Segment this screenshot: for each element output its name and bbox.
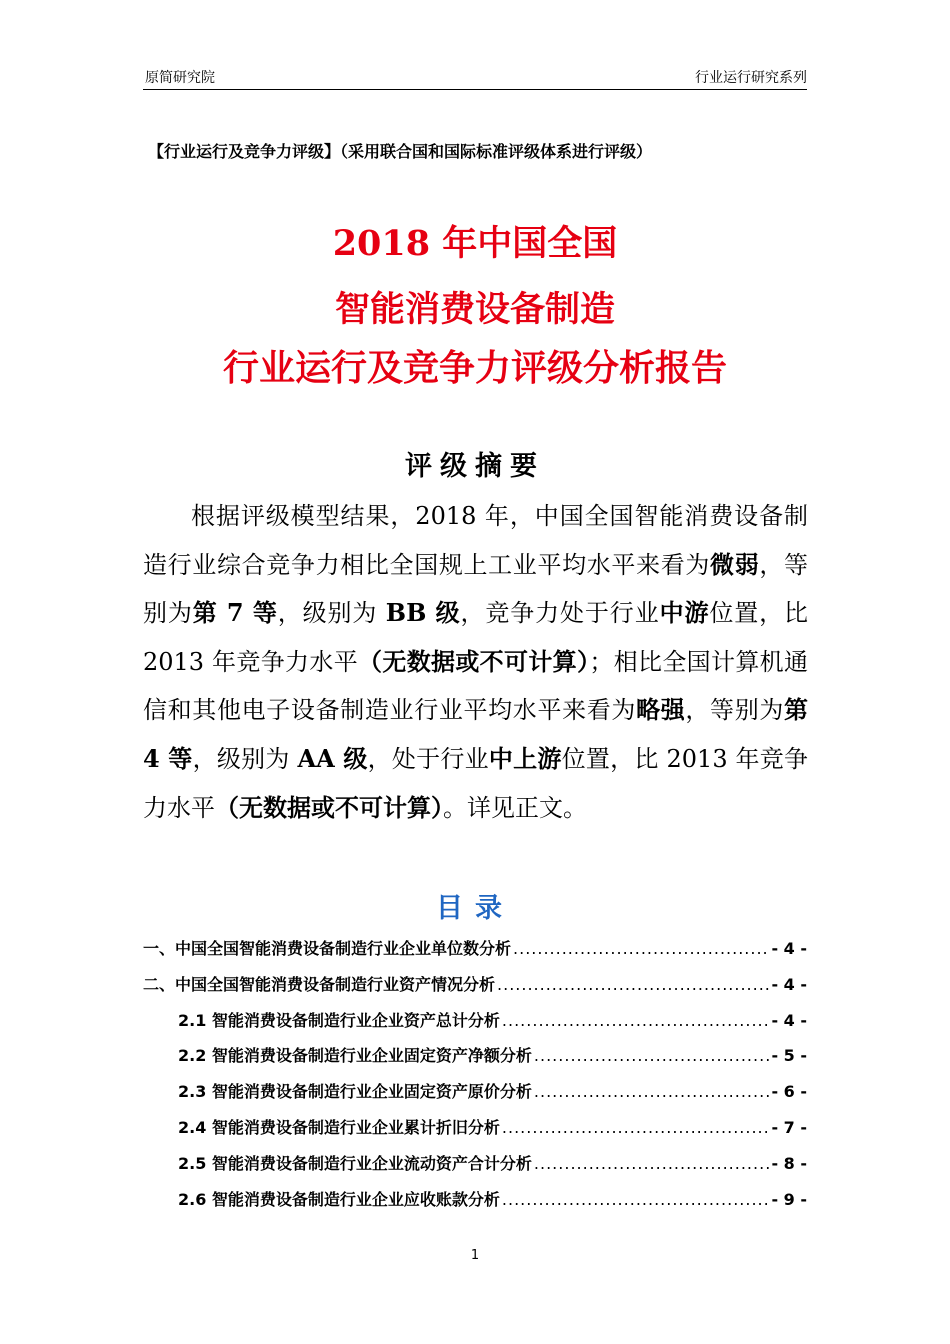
toc-entry-page: - 4 - [771, 939, 807, 958]
toc-entry-page: - 7 - [771, 1117, 807, 1137]
summary-highlight: BB 级 [385, 598, 461, 628]
toc-entry-page: - 9 - [771, 1189, 807, 1209]
summary-text: 位置，比 2013 年竞争力水平 [143, 599, 809, 676]
summary-text: 位置，比 2013 年竞争力水平 [143, 744, 808, 822]
toc-entry-text: 2.1 智能消费设备制造行业企业资产总计分析 [178, 1010, 500, 1030]
toc-subentry[interactable] [143, 1043, 807, 1079]
summary-highlight: （无数据或不可计算） [358, 646, 590, 676]
table-of-contents [143, 936, 807, 1222]
toc-entry-text: 2.5 智能消费设备制造行业企业流动资产合计分析 [178, 1153, 532, 1173]
toc-dot-leader [534, 1046, 770, 1065]
toc-entry-text: 二、中国全国智能消费设备制造行业资产情况分析 [143, 974, 496, 994]
toc-entry-page: - 8 - [771, 1153, 807, 1173]
summary-highlight: 第 4 等 [143, 695, 809, 773]
summary-text: 。详见正文。 [443, 793, 587, 822]
summary-highlight: AA 级 [297, 743, 368, 773]
toc-entry-text: 2.2 智能消费设备制造行业企业固定资产净额分析 [178, 1046, 532, 1066]
toc-dot-leader [534, 1154, 770, 1173]
toc-entry-text: 一、中国全国智能消费设备制造行业企业单位数分析 [143, 939, 512, 958]
toc-subentry[interactable] [143, 1079, 807, 1115]
toc-dot-leader [497, 975, 769, 994]
report-title-line-1: 2018 年中国全国 [332, 223, 618, 264]
toc-entry-text: 2.4 智能消费设备制造行业企业累计折旧分析 [178, 1117, 500, 1137]
toc-entry-text: 2.3 智能消费设备制造行业企业固定资产原价分析 [178, 1082, 532, 1102]
summary-text: ，级别为 [277, 599, 386, 628]
toc-subentry[interactable] [143, 1187, 807, 1223]
page-number: 1 [470, 1248, 480, 1263]
summary-text: ，等别为 [685, 696, 785, 725]
toc-subentry[interactable] [143, 1151, 807, 1187]
summary-highlight: 中上游 [488, 743, 562, 773]
report-title-line-2: 智能消费设备制造 [334, 289, 615, 330]
summary-text: ，等别为 [143, 550, 809, 628]
toc-dot-leader [502, 1011, 770, 1030]
summary-text: 根据评级模型结果，2018 年，中国全国智能消费设备制造行业综合竞争力相比全国规上工业平均水平来看为 [143, 502, 808, 579]
toc-entry-page: - 4 - [771, 1010, 807, 1030]
summary-text: ，级别为 [192, 744, 298, 773]
toc-entry-page: - 4 - [771, 974, 807, 994]
toc-dot-leader [502, 1118, 770, 1137]
summary-text: ；相比全国计算机通信和其他电子设备制造业行业平均水平来看为 [143, 647, 808, 725]
toc-entry-page: - 5 - [771, 1046, 807, 1066]
toc-entry-text: 2.6 智能消费设备制造行业企业应收账款分析 [178, 1189, 500, 1209]
summary-highlight: （无数据或不可计算） [215, 792, 443, 822]
toc-entry[interactable] [143, 972, 807, 1008]
toc-entry[interactable] [143, 936, 807, 972]
toc-entry-page: - 6 - [771, 1082, 807, 1102]
toc-subentry[interactable] [143, 1008, 807, 1044]
summary-paragraph [143, 492, 808, 832]
report-title-line-3: 行业运行及竞争力评级分析报告 [222, 347, 727, 389]
rating-tag-line: 【行业运行及竞争力评级】（采用联合国和国际标准评级体系进行评级） [148, 142, 653, 161]
header-series: 行业运行研究系列 [695, 70, 807, 86]
summary-highlight: 中游 [659, 598, 710, 628]
header-organization: 原简研究院 [145, 70, 215, 86]
summary-highlight: 略强 [636, 695, 686, 725]
toc-subentry[interactable] [143, 1115, 807, 1151]
summary-text: ，处于行业 [367, 744, 489, 773]
toc-dot-leader [502, 1190, 770, 1209]
header-rule [143, 89, 807, 90]
toc-dot-leader [513, 939, 769, 958]
summary-heading: 评级摘要 [405, 451, 545, 482]
summary-highlight: 第 7 等 [192, 598, 278, 628]
toc-dot-leader [534, 1082, 770, 1101]
summary-text: ，竞争力处于行业 [460, 599, 660, 628]
summary-highlight: 微弱 [710, 549, 760, 579]
toc-heading: 目录 [436, 893, 514, 924]
